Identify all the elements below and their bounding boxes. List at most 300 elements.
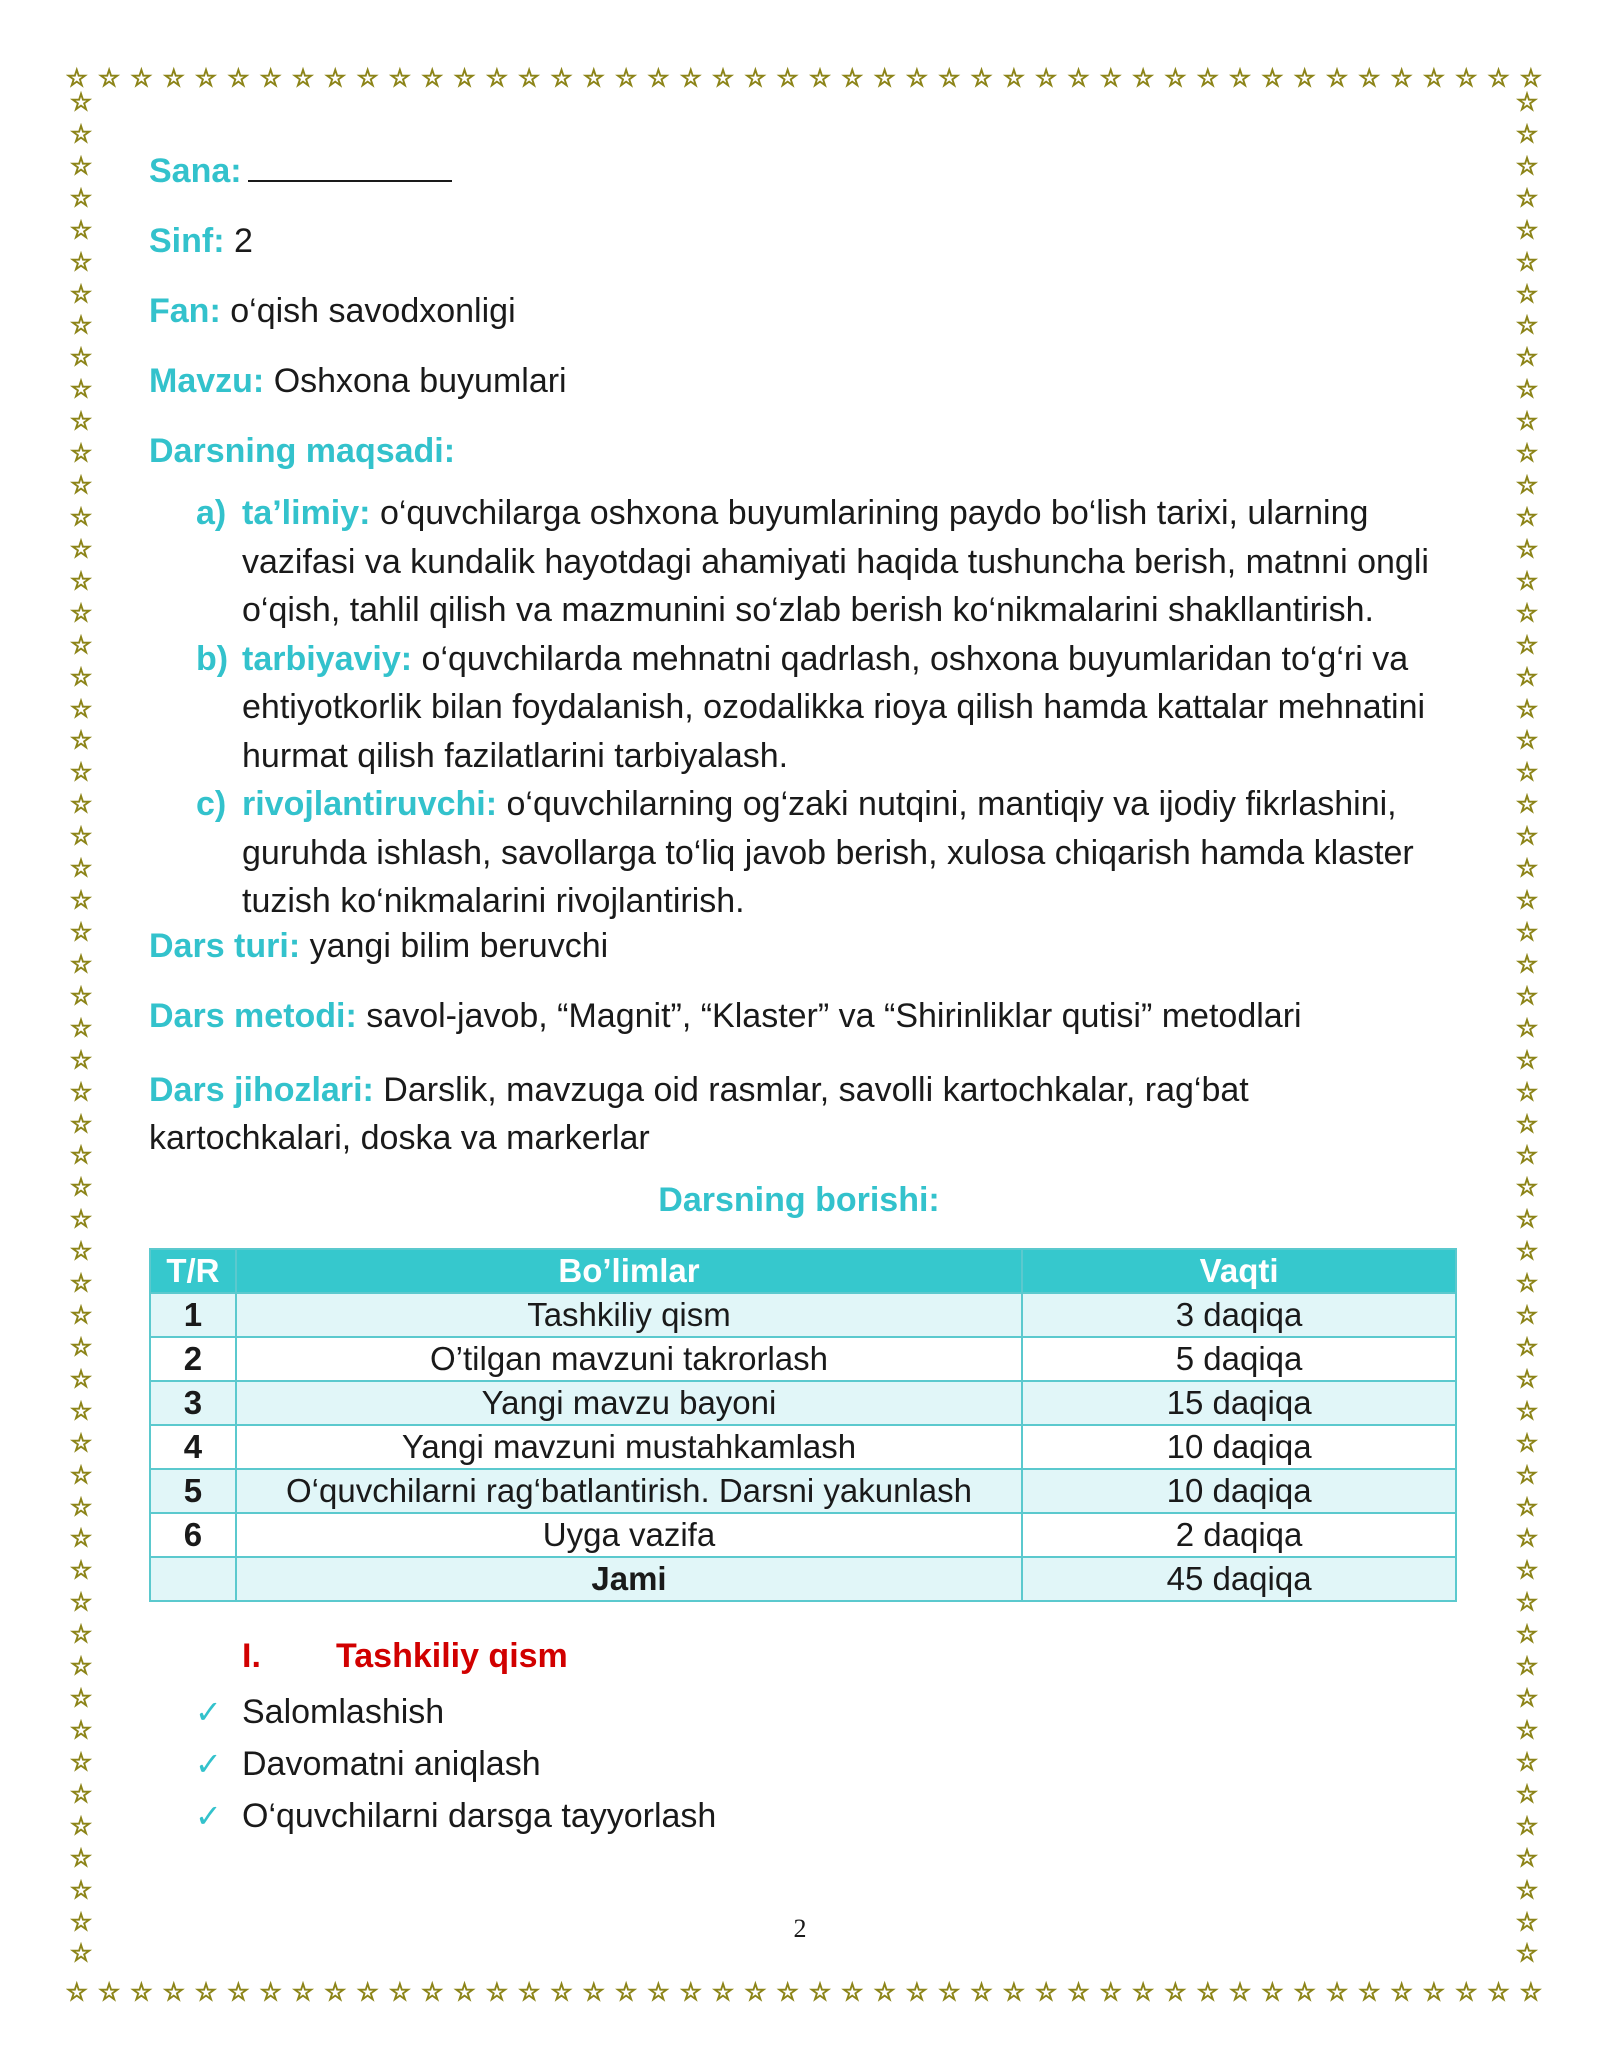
section-title: Tashkiliy qism (336, 1636, 568, 1675)
star-icon: ☆ (324, 1978, 347, 2006)
star-icon: ☆ (70, 726, 92, 755)
star-icon: ☆ (1261, 64, 1284, 92)
star-icon: ☆ (486, 1978, 508, 2006)
row-time: 10 daqiqa (1022, 1469, 1456, 1513)
star-icon: ☆ (70, 1492, 92, 1521)
star-icon: ☆ (1516, 1524, 1538, 1553)
star-icon: ☆ (70, 183, 92, 212)
star-icon: ☆ (292, 64, 314, 92)
star-icon: ☆ (356, 1978, 379, 2006)
star-icon: ☆ (1516, 1939, 1538, 1966)
star-icon: ☆ (1516, 1747, 1538, 1776)
table-row (150, 1425, 1456, 1469)
course-title (149, 1180, 1449, 1220)
lesson-equipment-value: Darslik, mavzuga oid rasmlar, savolli kartochkalar, rag‘bat kartochkalari, doska va markerlar (149, 1070, 1249, 1157)
star-icon: ☆ (1229, 64, 1251, 92)
star-icon: ☆ (1229, 1978, 1251, 2006)
star-icon: ☆ (1100, 64, 1122, 92)
star-icon: ☆ (227, 64, 250, 92)
star-icon: ☆ (679, 64, 702, 92)
star-icon: ☆ (1358, 1978, 1381, 2006)
star-icon: ☆ (1516, 630, 1538, 659)
star-icon: ☆ (1516, 375, 1538, 404)
star-icon: ☆ (1516, 1364, 1538, 1393)
row-section: Uyga vazifa (236, 1513, 1022, 1557)
star-icon: ☆ (1516, 1588, 1538, 1617)
goal-letter: a) (196, 494, 227, 532)
star-icon: ☆ (1516, 598, 1538, 627)
star-icon: ☆ (1164, 64, 1187, 92)
star-icon: ☆ (70, 502, 92, 531)
star-icon: ☆ (1516, 566, 1538, 595)
star-icon: ☆ (1516, 1077, 1538, 1106)
star-icon: ☆ (70, 439, 92, 468)
goal-label: ta’limiy: (242, 494, 371, 532)
goal-label: rivojlantiruvchi: (242, 785, 498, 823)
star-icon: ☆ (970, 64, 993, 92)
lesson-equipment-label: Dars jihozlari: (149, 1070, 374, 1109)
star-icon: ☆ (1516, 1492, 1538, 1521)
total-label: Jami (236, 1557, 1022, 1601)
star-icon: ☆ (70, 1875, 92, 1904)
star-icon: ☆ (615, 64, 637, 92)
goal-text: o‘quvchilarda mehnatni qadrlash, oshxona buyumlaridan to‘g‘ri va ehtiyotkorlik bilan foydalanish, ozodalikka rioya qilish hamda kattalar mehnatini hurmat qilish fazilatlarini tarbiyalash. (242, 639, 1426, 775)
star-icon: ☆ (70, 1237, 92, 1266)
star-icon: ☆ (1516, 886, 1538, 915)
row-number: 2 (150, 1337, 236, 1381)
star-icon: ☆ (1516, 694, 1538, 723)
star-icon: ☆ (70, 854, 92, 883)
star-icon: ☆ (70, 471, 92, 500)
star-icon: ☆ (647, 64, 670, 92)
lesson-method-field (149, 996, 1449, 1036)
star-icon: ☆ (70, 151, 92, 180)
star-icon: ☆ (1516, 1843, 1538, 1872)
star-icon: ☆ (550, 1978, 573, 2006)
star-icon: ☆ (1516, 471, 1538, 500)
star-icon: ☆ (1516, 1620, 1538, 1649)
star-icon: ☆ (1164, 1978, 1187, 2006)
star-icon: ☆ (70, 1556, 92, 1585)
star-icon: ☆ (1516, 534, 1538, 563)
star-icon: ☆ (906, 64, 928, 92)
star-icon: ☆ (906, 1978, 928, 2006)
class-field (149, 221, 1449, 261)
star-icon: ☆ (1516, 119, 1538, 148)
table-header-row (150, 1249, 1456, 1293)
star-icon: ☆ (1516, 1428, 1538, 1457)
star-icon: ☆ (1516, 1301, 1538, 1330)
star-icon: ☆ (1358, 64, 1381, 92)
star-icon: ☆ (70, 279, 92, 308)
star-icon: ☆ (1487, 1978, 1510, 2006)
row-time: 5 daqiqa (1022, 1337, 1456, 1381)
star-icon: ☆ (1516, 1237, 1538, 1266)
star-icon: ☆ (70, 1907, 92, 1936)
star-icon: ☆ (1455, 1978, 1477, 2006)
table-row (150, 1381, 1456, 1425)
star-icon: ☆ (70, 1205, 92, 1234)
star-icon: ☆ (356, 64, 379, 92)
star-icon: ☆ (1516, 1045, 1538, 1074)
star-icon: ☆ (1516, 1173, 1538, 1202)
star-icon: ☆ (453, 64, 476, 92)
star-icon: ☆ (1196, 1978, 1219, 2006)
star-icon: ☆ (1516, 1460, 1538, 1489)
goal-educational (149, 489, 1449, 635)
star-icon: ☆ (1516, 1205, 1538, 1234)
star-icon: ☆ (70, 1109, 92, 1138)
star-icon: ☆ (841, 64, 864, 92)
checkmark-icon: ✓ (195, 1745, 222, 1782)
star-icon: ☆ (70, 949, 92, 978)
row-number: 1 (150, 1293, 236, 1337)
star-icon: ☆ (162, 1978, 185, 2006)
star-icon: ☆ (1516, 1013, 1538, 1042)
goal-developmental (149, 780, 1449, 926)
checklist-item-text: Salomlashish (242, 1692, 445, 1731)
star-icon: ☆ (550, 64, 573, 92)
subject-field (149, 291, 1449, 331)
star-icon: ☆ (66, 1978, 88, 2006)
row-number: 3 (150, 1381, 236, 1425)
star-icon: ☆ (70, 1396, 92, 1425)
star-icon: ☆ (1293, 1978, 1316, 2006)
star-icon: ☆ (1100, 1978, 1122, 2006)
star-icon: ☆ (1516, 1396, 1538, 1425)
star-icon: ☆ (130, 64, 153, 92)
section-heading (242, 1636, 1449, 1676)
star-border-bottom (66, 1977, 1542, 2007)
star-icon: ☆ (1516, 726, 1538, 755)
star-icon: ☆ (70, 1364, 92, 1393)
star-icon: ☆ (1293, 64, 1316, 92)
star-icon: ☆ (1132, 64, 1154, 92)
checkmark-icon: ✓ (195, 1797, 222, 1834)
star-icon: ☆ (70, 343, 92, 372)
star-icon: ☆ (70, 1013, 92, 1042)
star-icon: ☆ (1516, 343, 1538, 372)
star-icon: ☆ (1520, 64, 1542, 92)
row-section: O‘quvchilarni rag‘batlantirish. Darsni yakunlash (236, 1469, 1022, 1513)
row-section: Yangi mavzuni mustahkamlash (236, 1425, 1022, 1469)
star-icon: ☆ (1423, 64, 1445, 92)
goal-text: o‘quvchilarning og‘zaki nutqini, mantiqiy va ijodiy fikrlashini, guruhda ishlash, savollarga to‘liq javob berish, xulosa chiqarish hamda klaster tuzish ko‘nikmalarini rivojlantirish. (242, 785, 1414, 920)
star-icon: ☆ (744, 64, 767, 92)
star-icon: ☆ (70, 247, 92, 276)
star-icon: ☆ (712, 1978, 734, 2006)
star-icon: ☆ (938, 1978, 960, 2006)
star-icon: ☆ (1516, 1109, 1538, 1138)
column-header-number: T/R (150, 1249, 236, 1293)
lesson-type-value: yangi bilim beruvchi (309, 926, 609, 965)
date-label: Sana: (149, 152, 242, 190)
star-icon: ☆ (1516, 279, 1538, 308)
star-icon: ☆ (1516, 949, 1538, 978)
row-number: 4 (150, 1425, 236, 1469)
star-icon: ☆ (70, 534, 92, 563)
star-icon: ☆ (70, 981, 92, 1010)
star-icon: ☆ (1516, 1141, 1538, 1170)
star-icon: ☆ (70, 1811, 92, 1840)
star-icon: ☆ (1516, 1716, 1538, 1745)
star-icon: ☆ (70, 1716, 92, 1745)
star-icon: ☆ (70, 1747, 92, 1776)
star-icon: ☆ (841, 1978, 864, 2006)
star-icon: ☆ (518, 1978, 540, 2006)
star-icon: ☆ (1516, 407, 1538, 436)
star-icon: ☆ (1261, 1978, 1284, 2006)
star-icon: ☆ (1516, 662, 1538, 691)
checklist-item-text: Davomatni aniqlash (242, 1744, 541, 1783)
star-icon: ☆ (70, 1460, 92, 1489)
star-icon: ☆ (809, 64, 831, 92)
star-icon: ☆ (1326, 1978, 1348, 2006)
star-icon: ☆ (70, 311, 92, 340)
star-icon: ☆ (873, 1978, 896, 2006)
star-icon: ☆ (70, 790, 92, 819)
row-time: 2 daqiqa (1022, 1513, 1456, 1557)
star-icon: ☆ (1516, 981, 1538, 1010)
page-number: 2 (793, 1914, 807, 1943)
star-icon: ☆ (583, 1978, 605, 2006)
star-icon: ☆ (1516, 917, 1538, 946)
star-icon: ☆ (70, 407, 92, 436)
star-icon: ☆ (1455, 64, 1477, 92)
total-time: 45 daqiqa (1022, 1557, 1456, 1601)
table-row (150, 1293, 1456, 1337)
star-icon: ☆ (259, 64, 282, 92)
star-icon: ☆ (1390, 64, 1413, 92)
star-icon: ☆ (70, 1779, 92, 1808)
star-icon: ☆ (453, 1978, 476, 2006)
star-icon: ☆ (1003, 64, 1025, 92)
total-number-cell (150, 1557, 236, 1601)
row-time: 10 daqiqa (1022, 1425, 1456, 1469)
star-icon: ☆ (1516, 151, 1538, 180)
row-time: 15 daqiqa (1022, 1381, 1456, 1425)
star-icon: ☆ (1067, 1978, 1090, 2006)
star-icon: ☆ (486, 64, 508, 92)
table-total-row (150, 1557, 1456, 1601)
star-icon: ☆ (615, 1978, 637, 2006)
row-number: 5 (150, 1469, 236, 1513)
star-icon: ☆ (1516, 439, 1538, 468)
star-icon: ☆ (70, 1045, 92, 1074)
star-icon: ☆ (938, 64, 960, 92)
row-section: Tashkiliy qism (236, 1293, 1022, 1337)
lesson-equipment-field (149, 1066, 1449, 1162)
goals-list (149, 489, 1449, 926)
star-icon: ☆ (324, 64, 347, 92)
goal-upbringing (149, 635, 1449, 781)
star-icon: ☆ (70, 1332, 92, 1361)
row-time: 3 daqiqa (1022, 1293, 1456, 1337)
star-icon: ☆ (70, 119, 92, 148)
star-icon: ☆ (1423, 1978, 1445, 2006)
star-icon: ☆ (1390, 1978, 1413, 2006)
column-header-sections: Bo’limlar (236, 1249, 1022, 1293)
star-icon: ☆ (70, 694, 92, 723)
subject-value: o‘qish savodxonligi (230, 292, 516, 330)
star-icon: ☆ (1516, 822, 1538, 851)
star-icon: ☆ (70, 1524, 92, 1553)
star-icon: ☆ (70, 1588, 92, 1617)
star-icon: ☆ (389, 1978, 411, 2006)
star-icon: ☆ (162, 64, 185, 92)
star-icon: ☆ (1516, 183, 1538, 212)
checklist (149, 1686, 1449, 1842)
topic-value: Oshxona buyumlari (273, 362, 567, 400)
column-header-time: Vaqti (1022, 1249, 1456, 1293)
star-icon: ☆ (873, 64, 896, 92)
star-icon: ☆ (1132, 1978, 1154, 2006)
lesson-method-label: Dars metodi: (149, 996, 357, 1035)
star-icon: ☆ (70, 917, 92, 946)
star-icon: ☆ (98, 1978, 120, 2006)
star-icon: ☆ (1516, 1332, 1538, 1361)
course-table (149, 1248, 1457, 1602)
lesson-type-label: Dars turi: (149, 926, 301, 965)
star-icon: ☆ (130, 1978, 153, 2006)
goal-letter: b) (196, 639, 229, 678)
course-title-text: Darsning borishi: (658, 1180, 940, 1219)
class-label: Sinf: (149, 222, 225, 260)
star-icon: ☆ (195, 1978, 217, 2006)
table-row (150, 1513, 1456, 1557)
class-value: 2 (234, 222, 253, 260)
star-icon: ☆ (1516, 215, 1538, 244)
star-icon: ☆ (1516, 1779, 1538, 1808)
goals-heading (149, 431, 1449, 471)
star-icon: ☆ (647, 1978, 670, 2006)
checklist-item (149, 1686, 1449, 1738)
star-icon: ☆ (70, 1173, 92, 1202)
section-number: I. (242, 1636, 261, 1675)
star-icon: ☆ (70, 1269, 92, 1298)
star-icon: ☆ (70, 1428, 92, 1457)
star-icon: ☆ (70, 1652, 92, 1681)
star-icon: ☆ (70, 1684, 92, 1713)
checklist-item (149, 1790, 1449, 1842)
checkmark-icon: ✓ (195, 1693, 222, 1730)
star-icon: ☆ (1326, 64, 1348, 92)
star-icon: ☆ (70, 1301, 92, 1330)
star-icon: ☆ (195, 64, 217, 92)
star-icon: ☆ (1516, 90, 1538, 116)
star-icon: ☆ (1516, 1269, 1538, 1298)
star-icon: ☆ (1196, 64, 1219, 92)
star-icon: ☆ (70, 1620, 92, 1649)
star-border-left (66, 90, 96, 1966)
star-icon: ☆ (1516, 854, 1538, 883)
star-icon: ☆ (1516, 758, 1538, 787)
star-icon: ☆ (70, 1843, 92, 1872)
star-icon: ☆ (1516, 1684, 1538, 1713)
star-icon: ☆ (1516, 1811, 1538, 1840)
star-icon: ☆ (292, 1978, 314, 2006)
star-icon: ☆ (70, 630, 92, 659)
star-icon: ☆ (98, 64, 120, 92)
star-icon: ☆ (970, 1978, 993, 2006)
star-icon: ☆ (70, 662, 92, 691)
star-icon: ☆ (1516, 1652, 1538, 1681)
star-icon: ☆ (70, 886, 92, 915)
row-number: 6 (150, 1513, 236, 1557)
star-icon: ☆ (1003, 1978, 1025, 2006)
star-icon: ☆ (70, 822, 92, 851)
star-icon: ☆ (1516, 1875, 1538, 1904)
star-icon: ☆ (1035, 64, 1057, 92)
goals-label: Darsning maqsadi: (149, 432, 456, 470)
date-blank-line (248, 150, 452, 182)
star-icon: ☆ (1516, 1556, 1538, 1585)
star-icon: ☆ (70, 598, 92, 627)
star-icon: ☆ (518, 64, 540, 92)
star-icon: ☆ (421, 1978, 443, 2006)
goal-letter: c) (196, 785, 227, 823)
star-icon: ☆ (259, 1978, 282, 2006)
star-icon: ☆ (1516, 311, 1538, 340)
lesson-type-field (149, 926, 1449, 966)
table-row (150, 1337, 1456, 1381)
star-icon: ☆ (1067, 64, 1090, 92)
star-icon: ☆ (70, 1077, 92, 1106)
star-border-right (1512, 90, 1542, 1966)
star-icon: ☆ (1516, 502, 1538, 531)
star-icon: ☆ (679, 1978, 702, 2006)
star-icon: ☆ (1487, 64, 1510, 92)
lesson-plan (149, 150, 1449, 1842)
star-icon: ☆ (389, 64, 411, 92)
subject-label: Fan: (149, 292, 221, 330)
star-icon: ☆ (809, 1978, 831, 2006)
star-icon: ☆ (1516, 1907, 1538, 1936)
table-row (150, 1469, 1456, 1513)
star-icon: ☆ (227, 1978, 250, 2006)
star-icon: ☆ (1516, 247, 1538, 276)
star-icon: ☆ (776, 1978, 799, 2006)
date-field (149, 150, 1449, 191)
goal-label: tarbiyaviy: (242, 639, 413, 678)
star-icon: ☆ (70, 90, 92, 116)
star-icon: ☆ (66, 64, 88, 92)
star-icon: ☆ (421, 64, 443, 92)
row-section: O’tilgan mavzuni takrorlash (236, 1337, 1022, 1381)
star-icon: ☆ (1516, 790, 1538, 819)
goal-text: o‘quvchilarga oshxona buyumlarining paydo bo‘lish tarixi, ularning vazifasi va kundalik hayotdagi ahamiyati haqida tushuncha berish, matnni ongli o‘qish, tahlil qilish va mazmunini so‘zlab berish ko‘nikmalarini shakllantirish. (242, 494, 1429, 629)
star-icon: ☆ (70, 375, 92, 404)
star-icon: ☆ (70, 566, 92, 595)
star-icon: ☆ (70, 758, 92, 787)
star-icon: ☆ (70, 1939, 92, 1966)
topic-label: Mavzu: (149, 362, 265, 400)
star-icon: ☆ (744, 1978, 767, 2006)
star-border-top (66, 63, 1542, 93)
star-icon: ☆ (1035, 1978, 1057, 2006)
checklist-item-text: O‘quvchilarni darsga tayyorlash (242, 1796, 717, 1835)
row-section: Yangi mavzu bayoni (236, 1381, 1022, 1425)
lesson-method-value: savol-javob, “Magnit”, “Klaster” va “Shirinliklar qutisi” metodlari (366, 996, 1302, 1035)
star-icon: ☆ (776, 64, 799, 92)
star-icon: ☆ (1520, 1978, 1542, 2006)
star-icon: ☆ (712, 64, 734, 92)
checklist-item (149, 1738, 1449, 1790)
star-icon: ☆ (70, 215, 92, 244)
topic-field (149, 361, 1449, 401)
star-icon: ☆ (70, 1141, 92, 1170)
star-icon: ☆ (583, 64, 605, 92)
